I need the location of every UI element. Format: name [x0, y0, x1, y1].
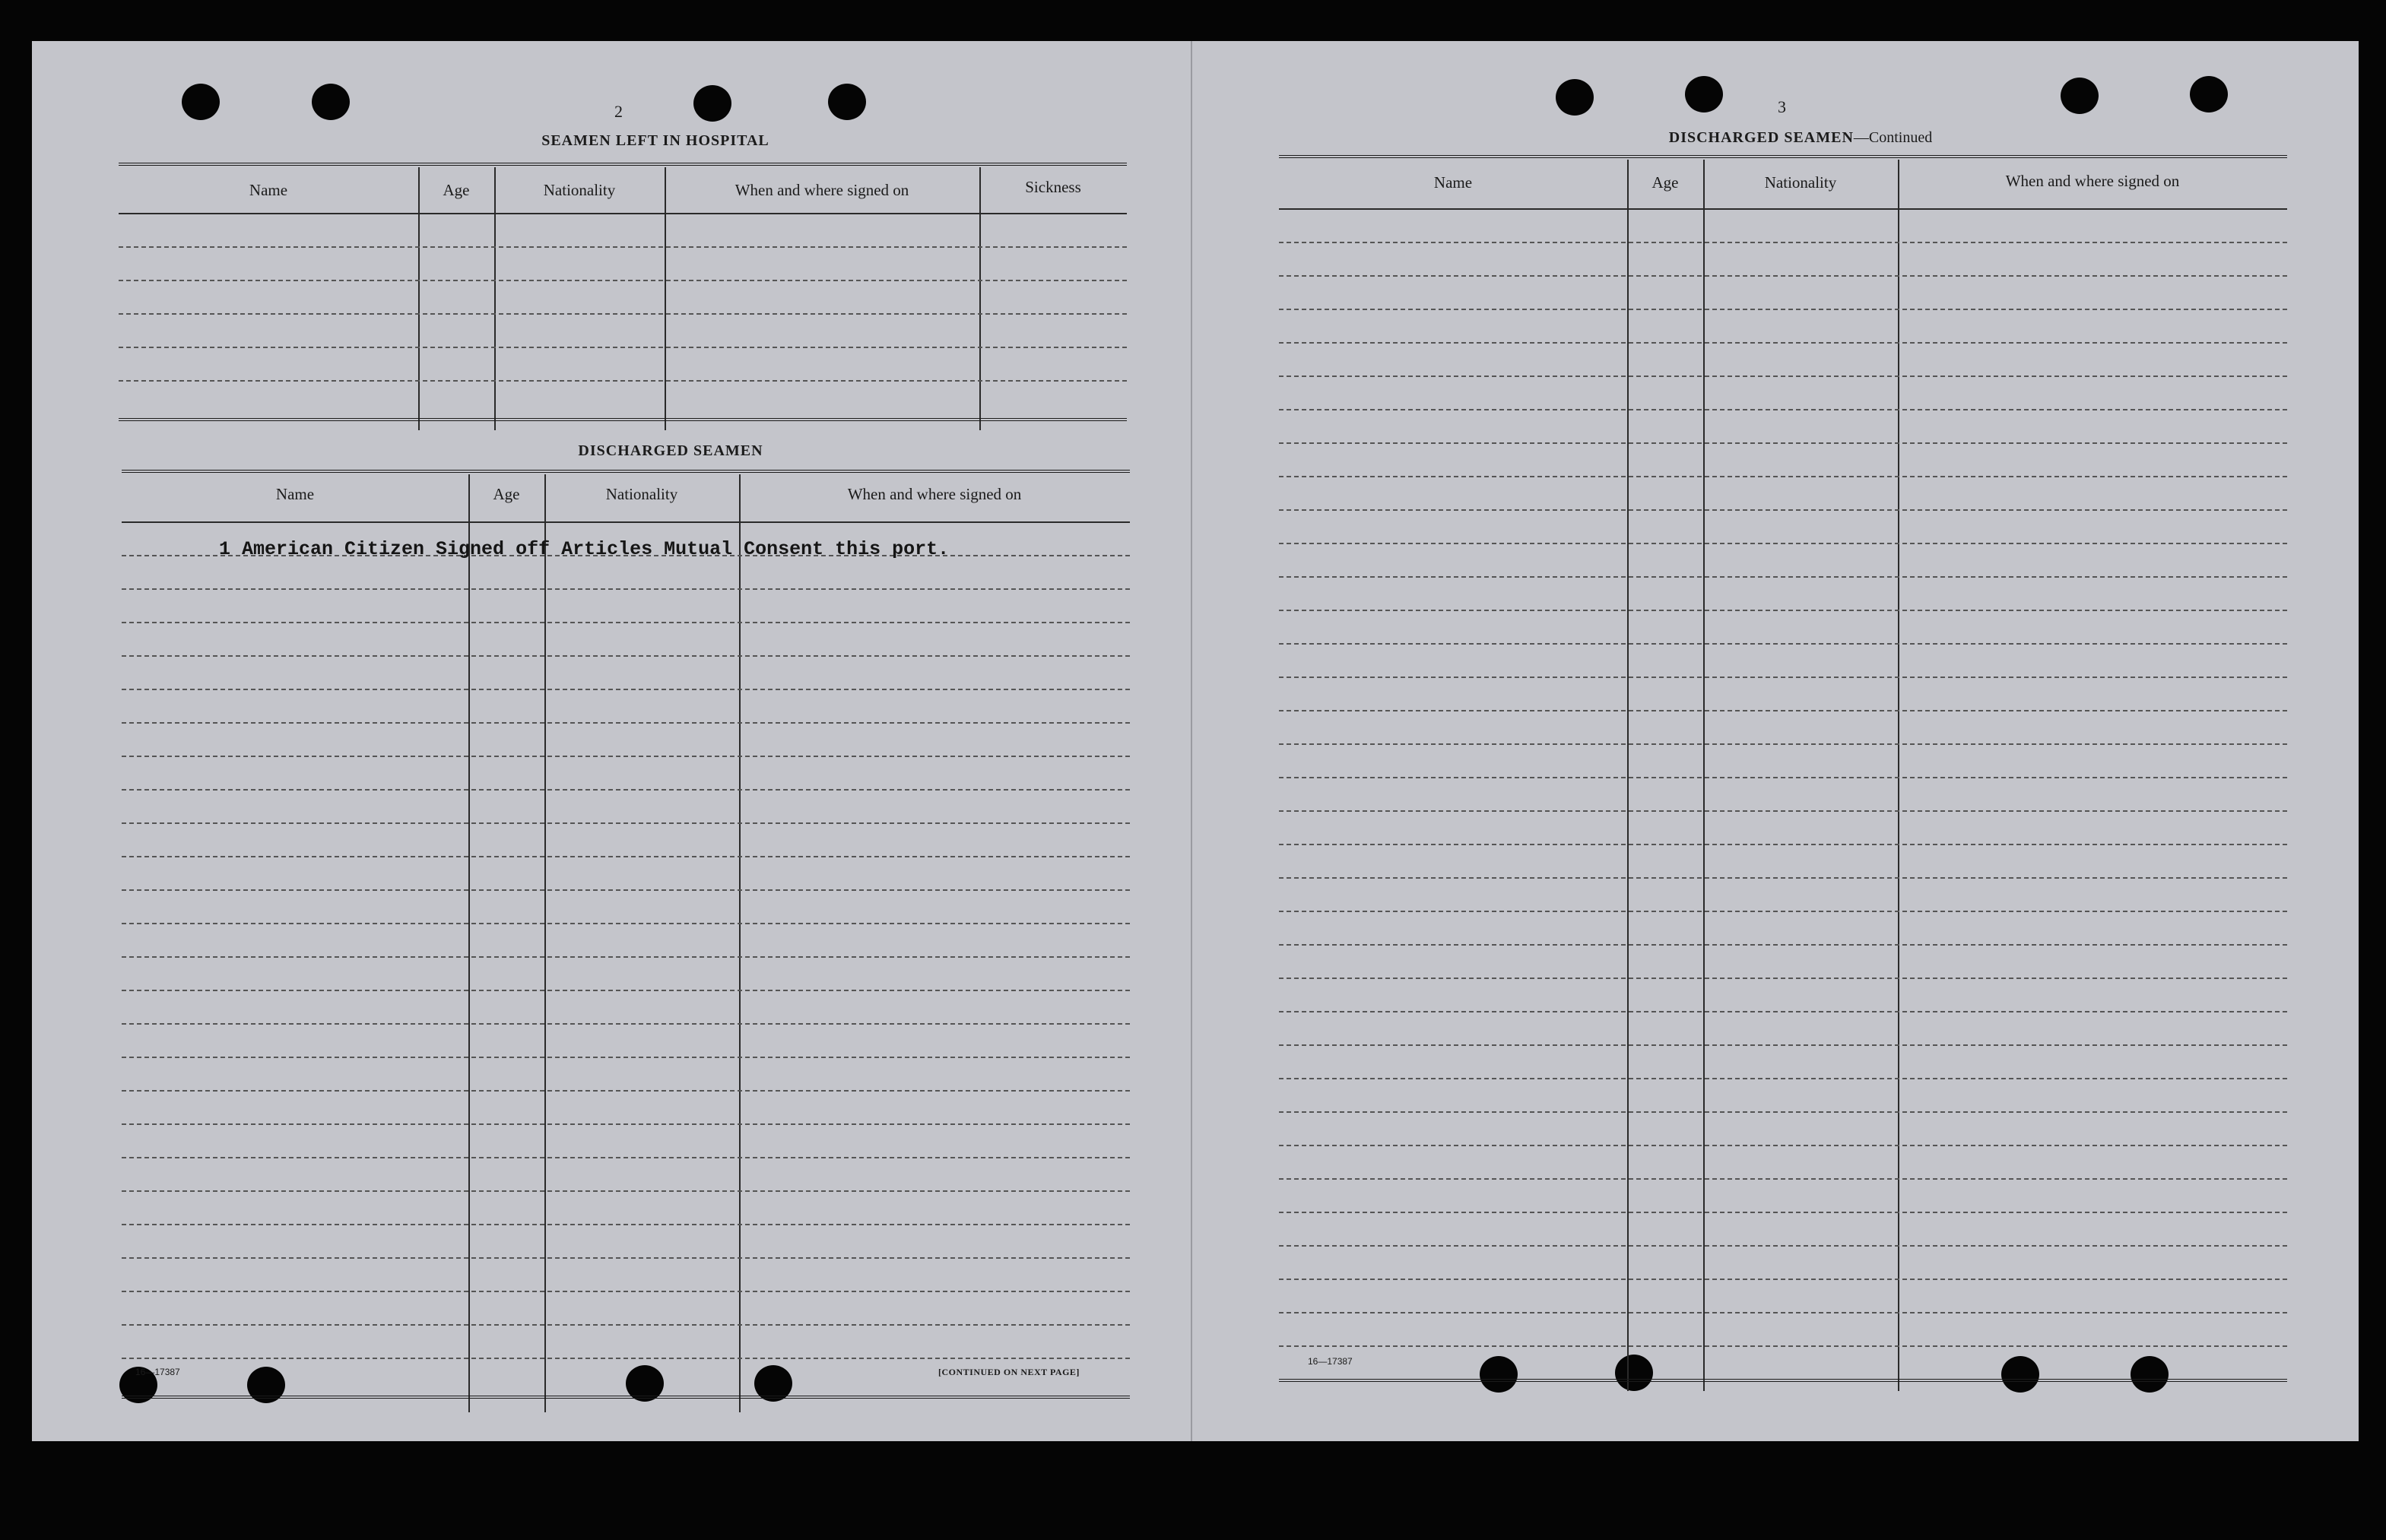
continued-note: [CONTINUED ON NEXT PAGE] — [938, 1367, 1080, 1377]
right-page — [1191, 41, 2359, 1441]
column-header-age: Age — [443, 181, 470, 199]
hospital-section-title: SEAMEN LEFT IN HOSPITAL — [541, 132, 769, 149]
discharged-continued-ledger — [1279, 155, 2287, 1391]
punch-hole — [828, 84, 866, 120]
column-header-age: Age — [1651, 173, 1679, 192]
form-code: 16—17387 — [1308, 1356, 1353, 1367]
punch-hole — [1685, 76, 1723, 112]
punch-hole — [693, 85, 731, 122]
column-header-signed-on: When and where signed on — [735, 181, 909, 199]
discharged-continued-title — [1527, 129, 2074, 147]
page-number: 2 — [614, 102, 623, 121]
punch-hole — [2190, 76, 2228, 112]
punch-hole — [312, 84, 350, 120]
column-header-name: Name — [249, 181, 288, 199]
discharged-section-title: DISCHARGED SEAMEN — [578, 442, 763, 459]
column-header-name: Name — [1433, 173, 1473, 192]
page-number: 3 — [1778, 97, 1786, 116]
section-title-text: DISCHARGED SEAMEN — [1668, 129, 1854, 146]
column-header-signed-on: When and where signed on — [847, 485, 1022, 503]
typed-discharge-entry: 1 American Citizen Signed off Articles Mutual Consent this port. — [219, 538, 950, 560]
column-header-nationality: Nationality — [543, 181, 616, 199]
column-header-signed-on: When and where signed on — [2005, 172, 2180, 190]
column-header-nationality: Nationality — [1764, 173, 1837, 192]
form-code: 16—17387 — [135, 1367, 180, 1377]
section-title-suffix: —Continued — [1853, 129, 1933, 146]
hospital-ledger — [119, 163, 1127, 430]
left-page — [32, 41, 1191, 1441]
punch-hole — [2061, 78, 2099, 114]
punch-hole — [1556, 79, 1594, 116]
column-header-name: Name — [275, 485, 315, 503]
column-header-nationality: Nationality — [605, 485, 678, 503]
discharged-ledger — [122, 470, 1130, 1412]
column-header-age: Age — [493, 485, 520, 503]
punch-hole — [182, 84, 220, 120]
column-header-sickness: Sickness — [1025, 178, 1081, 196]
